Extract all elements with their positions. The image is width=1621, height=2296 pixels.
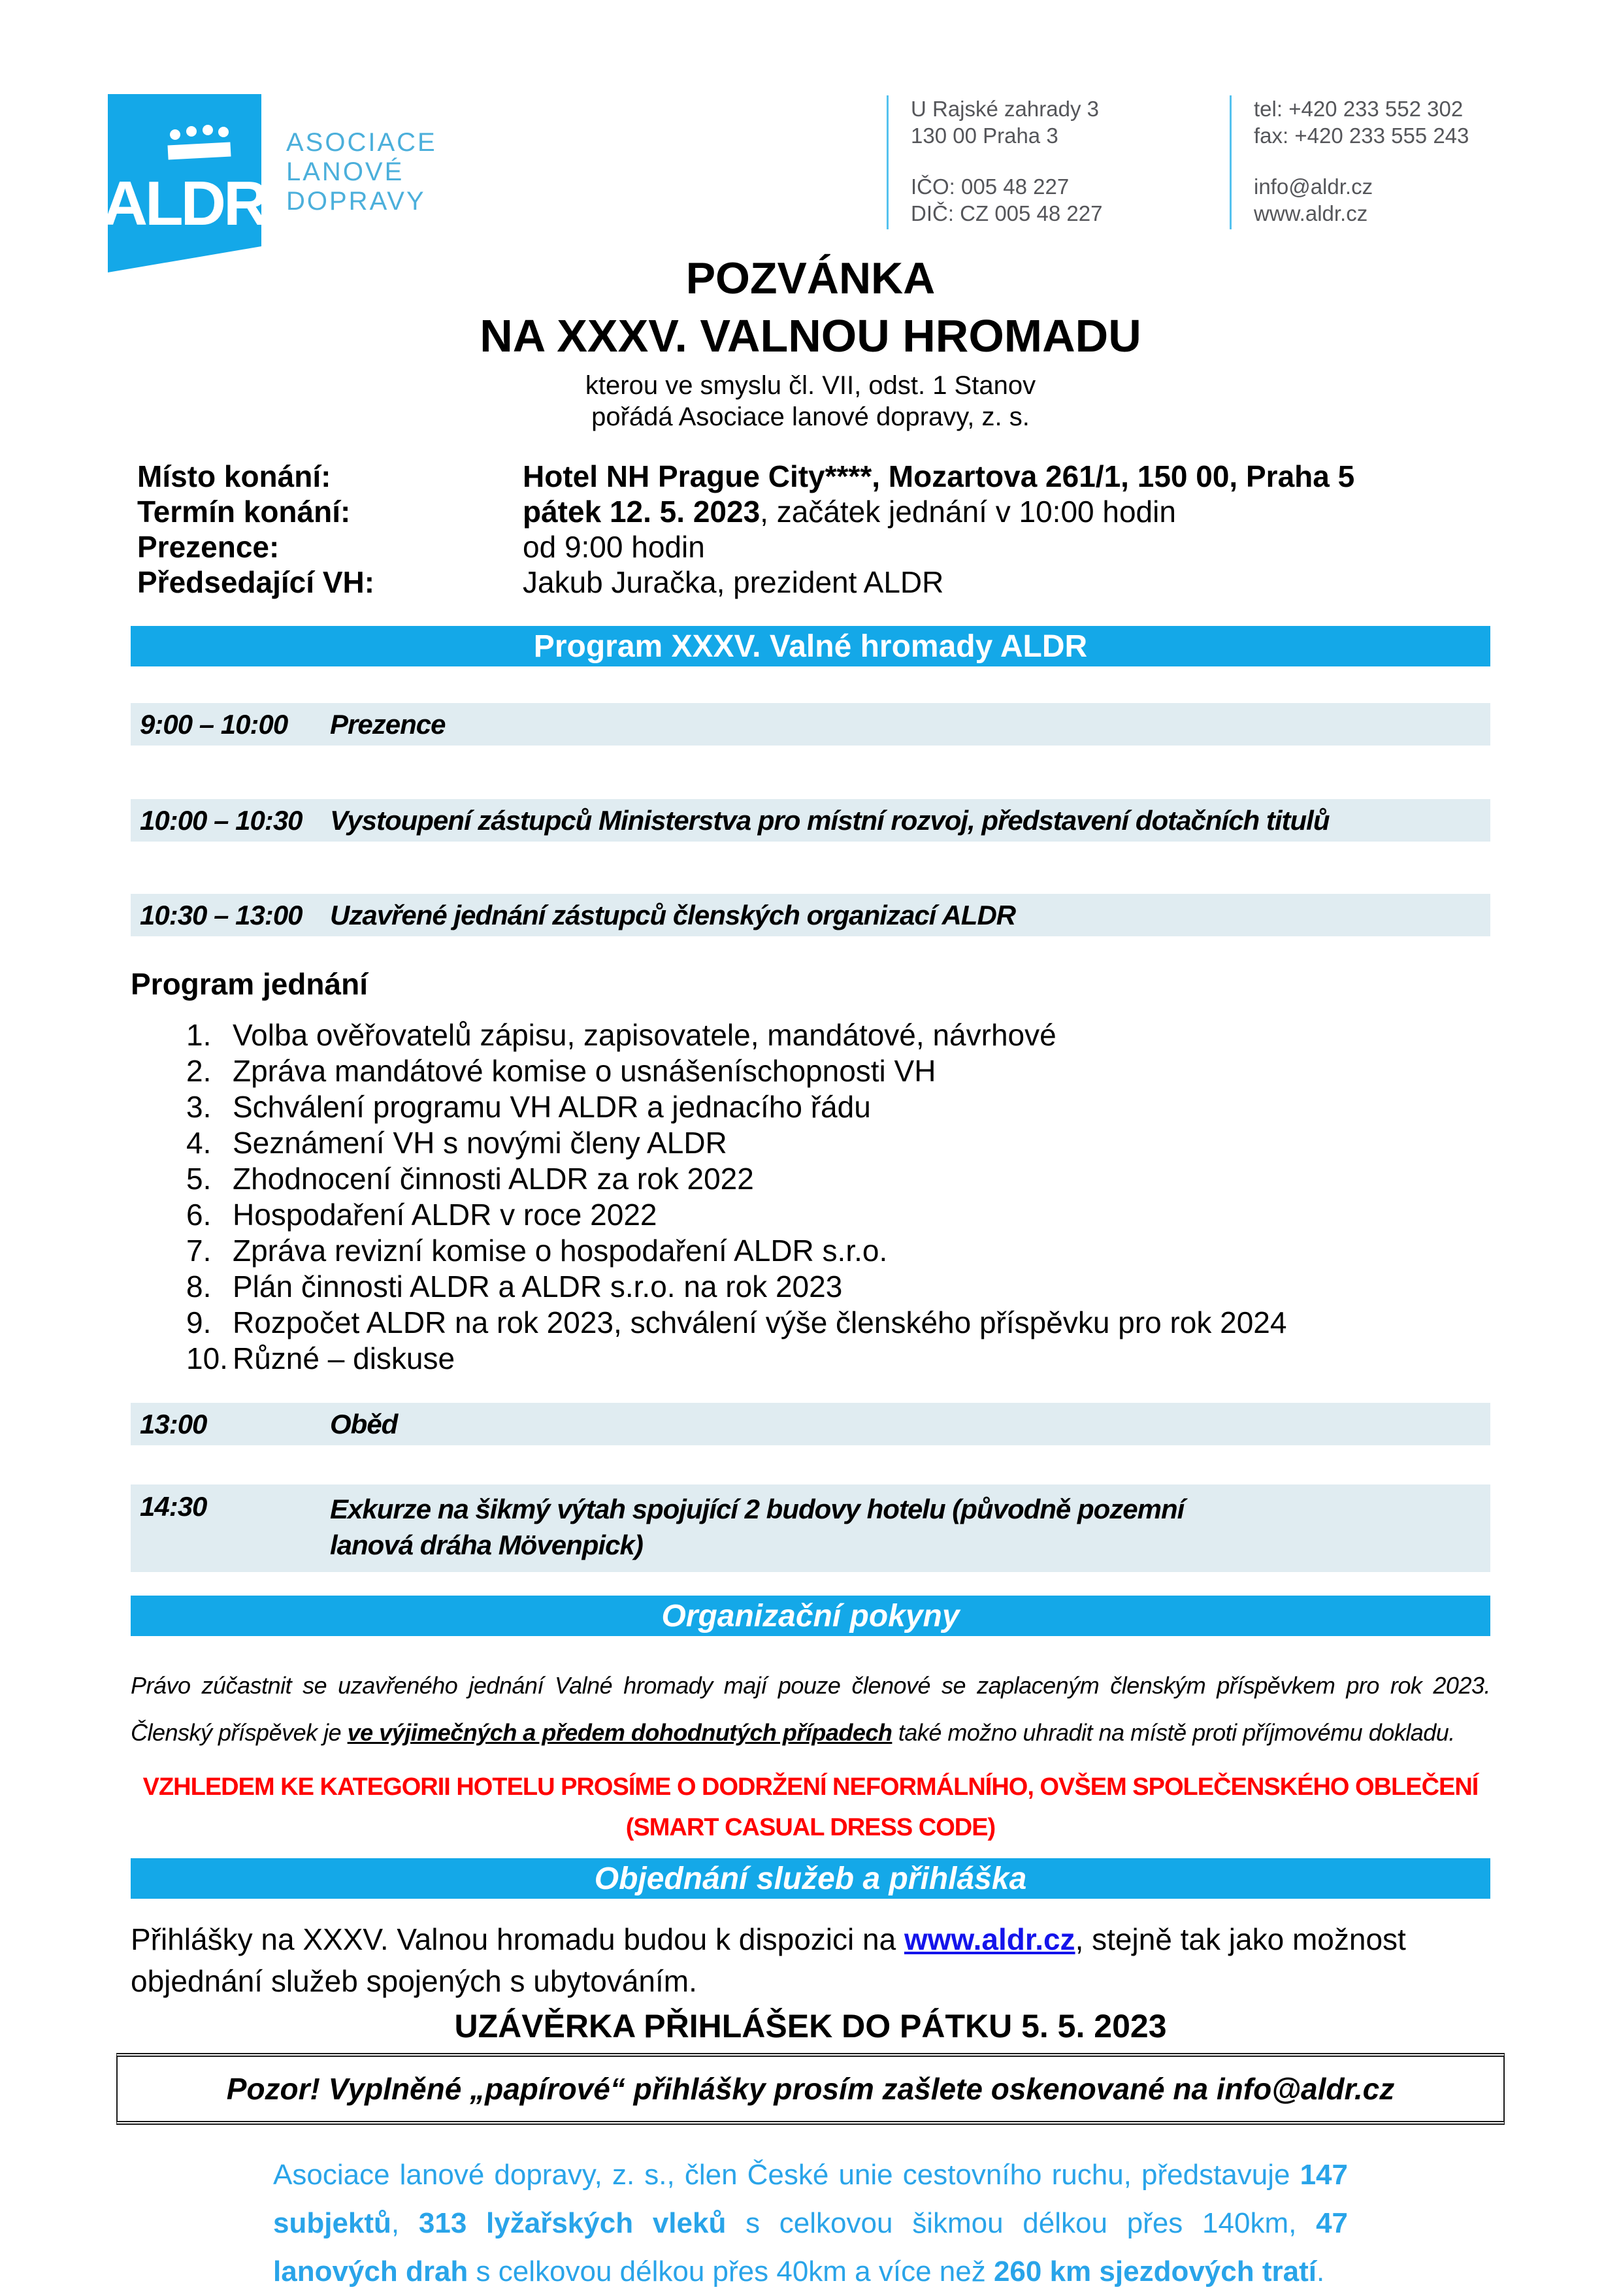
footer-bold: 147 subjektů bbox=[273, 2159, 1348, 2239]
schedule-text: Vystoupení zástupců Ministerstva pro místní rozvoj, představení dotačních titulů bbox=[330, 805, 1330, 836]
document-title: POZVÁNKA bbox=[685, 254, 936, 303]
agenda-item-number: 4. bbox=[186, 1126, 212, 1160]
agenda-item-text: Plán činnosti ALDR a ALDR s.r.o. na rok 2023 bbox=[233, 1270, 843, 1304]
agenda-item-text: Hospodaření ALDR v roce 2022 bbox=[233, 1198, 657, 1232]
email-line: info@aldr.cz bbox=[1254, 174, 1373, 199]
agenda-item-number: 1. bbox=[186, 1018, 212, 1052]
agenda-item bbox=[131, 1017, 1490, 1053]
detail-label: Místo konání: bbox=[137, 459, 331, 493]
paragraph-text: Právo zúčastnit se uzavřeného jednání Valné hromady mají pouze členové se zaplaceným členským příspěvkem pro rok 2023. Členský příspěvek je bbox=[131, 1672, 1490, 1746]
agenda-item bbox=[131, 1305, 1490, 1341]
footer-text: Asociace lanové dopravy, z. s., člen České unie cestovního ruchu, představuje bbox=[273, 2159, 1300, 2191]
schedule-text: Prezence bbox=[330, 709, 446, 740]
title-note-2: pořádá Asociace lanové dopravy, z. s. bbox=[591, 402, 1030, 431]
detail-row-place bbox=[131, 459, 1490, 494]
agenda-item-text: Zpráva revizní komise o hospodaření ALDR s.r.o. bbox=[233, 1234, 888, 1268]
detail-value bbox=[523, 459, 1490, 494]
agenda-item-number: 8. bbox=[186, 1270, 212, 1304]
agenda-item-number: 7. bbox=[186, 1234, 212, 1268]
dress-code-line-2: (SMART CASUAL DRESS CODE) bbox=[625, 1814, 996, 1841]
notice-text: Pozor! Vyplněné „papírové“ přihlášky prosím zašlete oskenované na info@aldr.cz bbox=[226, 2072, 1395, 2106]
agenda-item bbox=[131, 1269, 1490, 1305]
signup-paragraph bbox=[131, 1918, 1490, 2002]
meeting-details bbox=[131, 459, 1490, 600]
detail-value bbox=[523, 529, 1490, 565]
participation-paragraph bbox=[131, 1662, 1490, 1756]
agenda-item-number: 9. bbox=[186, 1305, 212, 1339]
detail-value-rest: Jakub Juračka, prezident ALDR bbox=[523, 565, 944, 599]
schedule-time: 9:00 – 10:00 bbox=[140, 708, 288, 740]
schedule-row bbox=[131, 1403, 1490, 1445]
agenda-item-text: Volba ověřovatelů zápisu, zapisovatele, mandátové, návrhové bbox=[233, 1018, 1056, 1052]
paragraph-bold-underline: ve výjimečných a předem dohodnutých případech bbox=[347, 1719, 892, 1746]
agenda-item-number: 10. bbox=[186, 1341, 228, 1375]
title-note-1: kterou ve smyslu čl. VII, odst. 1 Stanov bbox=[585, 371, 1036, 400]
footer-text: s celkovou délkou přes 40km a více než bbox=[468, 2255, 994, 2288]
brand-line: ASOCIACE bbox=[286, 128, 437, 157]
agenda-list bbox=[131, 1017, 1490, 1377]
detail-row-date bbox=[131, 494, 1490, 529]
footer-association-stats bbox=[131, 2151, 1490, 2296]
agenda-item bbox=[131, 1233, 1490, 1269]
schedule-row bbox=[131, 1484, 1490, 1572]
paragraph-text: , stejně tak jako možnost objednání služeb spojených s ubytováním. bbox=[131, 1922, 1406, 1998]
agenda-item-text: Rozpočet ALDR na rok 2023, schválení výše členského příspěvku pro rok 2024 bbox=[233, 1305, 1287, 1339]
phone-line: tel: +420 233 552 302 bbox=[1254, 97, 1464, 121]
agenda-item-number: 6. bbox=[186, 1198, 212, 1232]
schedule-text: Exkurze na šikmý výtah spojující 2 budovy hotelu (původně pozemní lanová dráha Mövenpick) bbox=[330, 1494, 1185, 1560]
footer-text: . bbox=[1316, 2255, 1325, 2288]
detail-row-registration bbox=[131, 529, 1490, 565]
agenda-item-text: Různé – diskuse bbox=[233, 1341, 455, 1375]
aldr-website-link[interactable]: www.aldr.cz bbox=[904, 1922, 1075, 1956]
agenda-item-number: 2. bbox=[186, 1054, 212, 1088]
agenda-item bbox=[131, 1125, 1490, 1161]
document-subtitle: NA XXXV. VALNOU HROMADU bbox=[480, 310, 1141, 361]
paragraph-text: také možno uhradit na místě proti příjmovému dokladu. bbox=[892, 1719, 1455, 1746]
fax-line: fax: +420 233 555 243 bbox=[1254, 123, 1469, 148]
paragraph-text: Přihlášky na XXXV. Valnou hromadu budou k dispozici na bbox=[131, 1922, 904, 1956]
schedule-time: 10:30 – 13:00 bbox=[140, 899, 303, 930]
org-banner: Organizační pokyny bbox=[131, 1596, 1490, 1636]
dress-code-notice bbox=[131, 1767, 1490, 1848]
detail-value bbox=[523, 494, 1490, 529]
detail-value-rest: , začátek jednání v 10:00 hodin bbox=[760, 495, 1176, 529]
agenda-item bbox=[131, 1161, 1490, 1197]
agenda-item bbox=[131, 1089, 1490, 1125]
agenda-item bbox=[131, 1053, 1490, 1089]
agenda-item-text: Zpráva mandátové komise o usnášeníschopnosti VH bbox=[233, 1054, 936, 1088]
paper-application-notice-box bbox=[116, 2053, 1505, 2125]
agenda-heading: Program jednání bbox=[131, 967, 368, 1001]
agenda-item bbox=[131, 1341, 1490, 1377]
address-line: U Rajské zahrady 3 bbox=[911, 97, 1099, 121]
dress-code-line-1: VZHLEDEM KE KATEGORII HOTELU PROSÍME O DODRŽENÍ NEFORMÁLNÍHO, OVŠEM SPOLEČENSKÉHO OBLEČENÍ bbox=[142, 1773, 1479, 1801]
brand-line: DOPRAVY bbox=[286, 187, 426, 216]
agenda-item-number: 3. bbox=[186, 1090, 212, 1124]
detail-value bbox=[523, 565, 1490, 600]
schedule-text: Oběd bbox=[330, 1409, 398, 1439]
document-body bbox=[131, 0, 1490, 2296]
schedule-row bbox=[131, 799, 1490, 842]
detail-label: Předsedající VH: bbox=[137, 565, 375, 599]
footer-text: s celkovou šikmou délkou přes 140km, bbox=[726, 2207, 1317, 2239]
deadline-line: UZÁVĚRKA PŘIHLÁŠEK DO PÁTKU 5. 5. 2023 bbox=[454, 2008, 1167, 2044]
agenda-item-text: Seznámení VH s novými členy ALDR bbox=[233, 1126, 727, 1160]
footer-bold: 313 lyžařských vleků bbox=[418, 2207, 727, 2239]
schedule-row bbox=[131, 894, 1490, 936]
footer-bold: 47 lanových drah bbox=[273, 2207, 1349, 2288]
schedule-time: 14:30 bbox=[140, 1491, 207, 1522]
detail-row-chairman bbox=[131, 565, 1490, 600]
schedule-time: 13:00 bbox=[140, 1408, 207, 1439]
schedule-time: 10:00 – 10:30 bbox=[140, 804, 303, 836]
agenda-item-text: Zhodnocení činnosti ALDR za rok 2022 bbox=[233, 1162, 754, 1196]
detail-label: Prezence: bbox=[137, 530, 280, 564]
svg-text:ALDR: ALDR bbox=[108, 169, 261, 238]
address-line: 130 00 Praha 3 bbox=[911, 123, 1058, 148]
company-ico: IČO: 005 48 227 bbox=[911, 174, 1070, 199]
company-dic: DIČ: CZ 005 48 227 bbox=[911, 201, 1103, 225]
website-line: www.aldr.cz bbox=[1254, 201, 1368, 225]
order-banner: Objednání služeb a přihláška bbox=[131, 1858, 1490, 1899]
detail-value-bold: pátek 12. 5. 2023 bbox=[523, 495, 761, 529]
schedule-text: Uzavřené jednání zástupců členských organizací ALDR bbox=[330, 900, 1016, 930]
footer-text: , bbox=[391, 2207, 419, 2239]
program-banner: Program XXXV. Valné hromady ALDR bbox=[131, 626, 1490, 666]
schedule-row bbox=[131, 703, 1490, 746]
footer-bold: 260 km sjezdových tratí bbox=[993, 2255, 1317, 2288]
agenda-item-number: 5. bbox=[186, 1162, 212, 1196]
detail-value-rest: od 9:00 hodin bbox=[523, 530, 705, 564]
agenda-item-text: Schválení programu VH ALDR a jednacího řádu bbox=[233, 1090, 871, 1124]
agenda-item bbox=[131, 1197, 1490, 1233]
brand-line: LANOVÉ bbox=[286, 157, 404, 186]
detail-value-bold: Hotel NH Prague City****, Mozartova 261/1, 150 00, Praha 5 bbox=[523, 459, 1355, 493]
detail-label: Termín konání: bbox=[137, 495, 351, 529]
